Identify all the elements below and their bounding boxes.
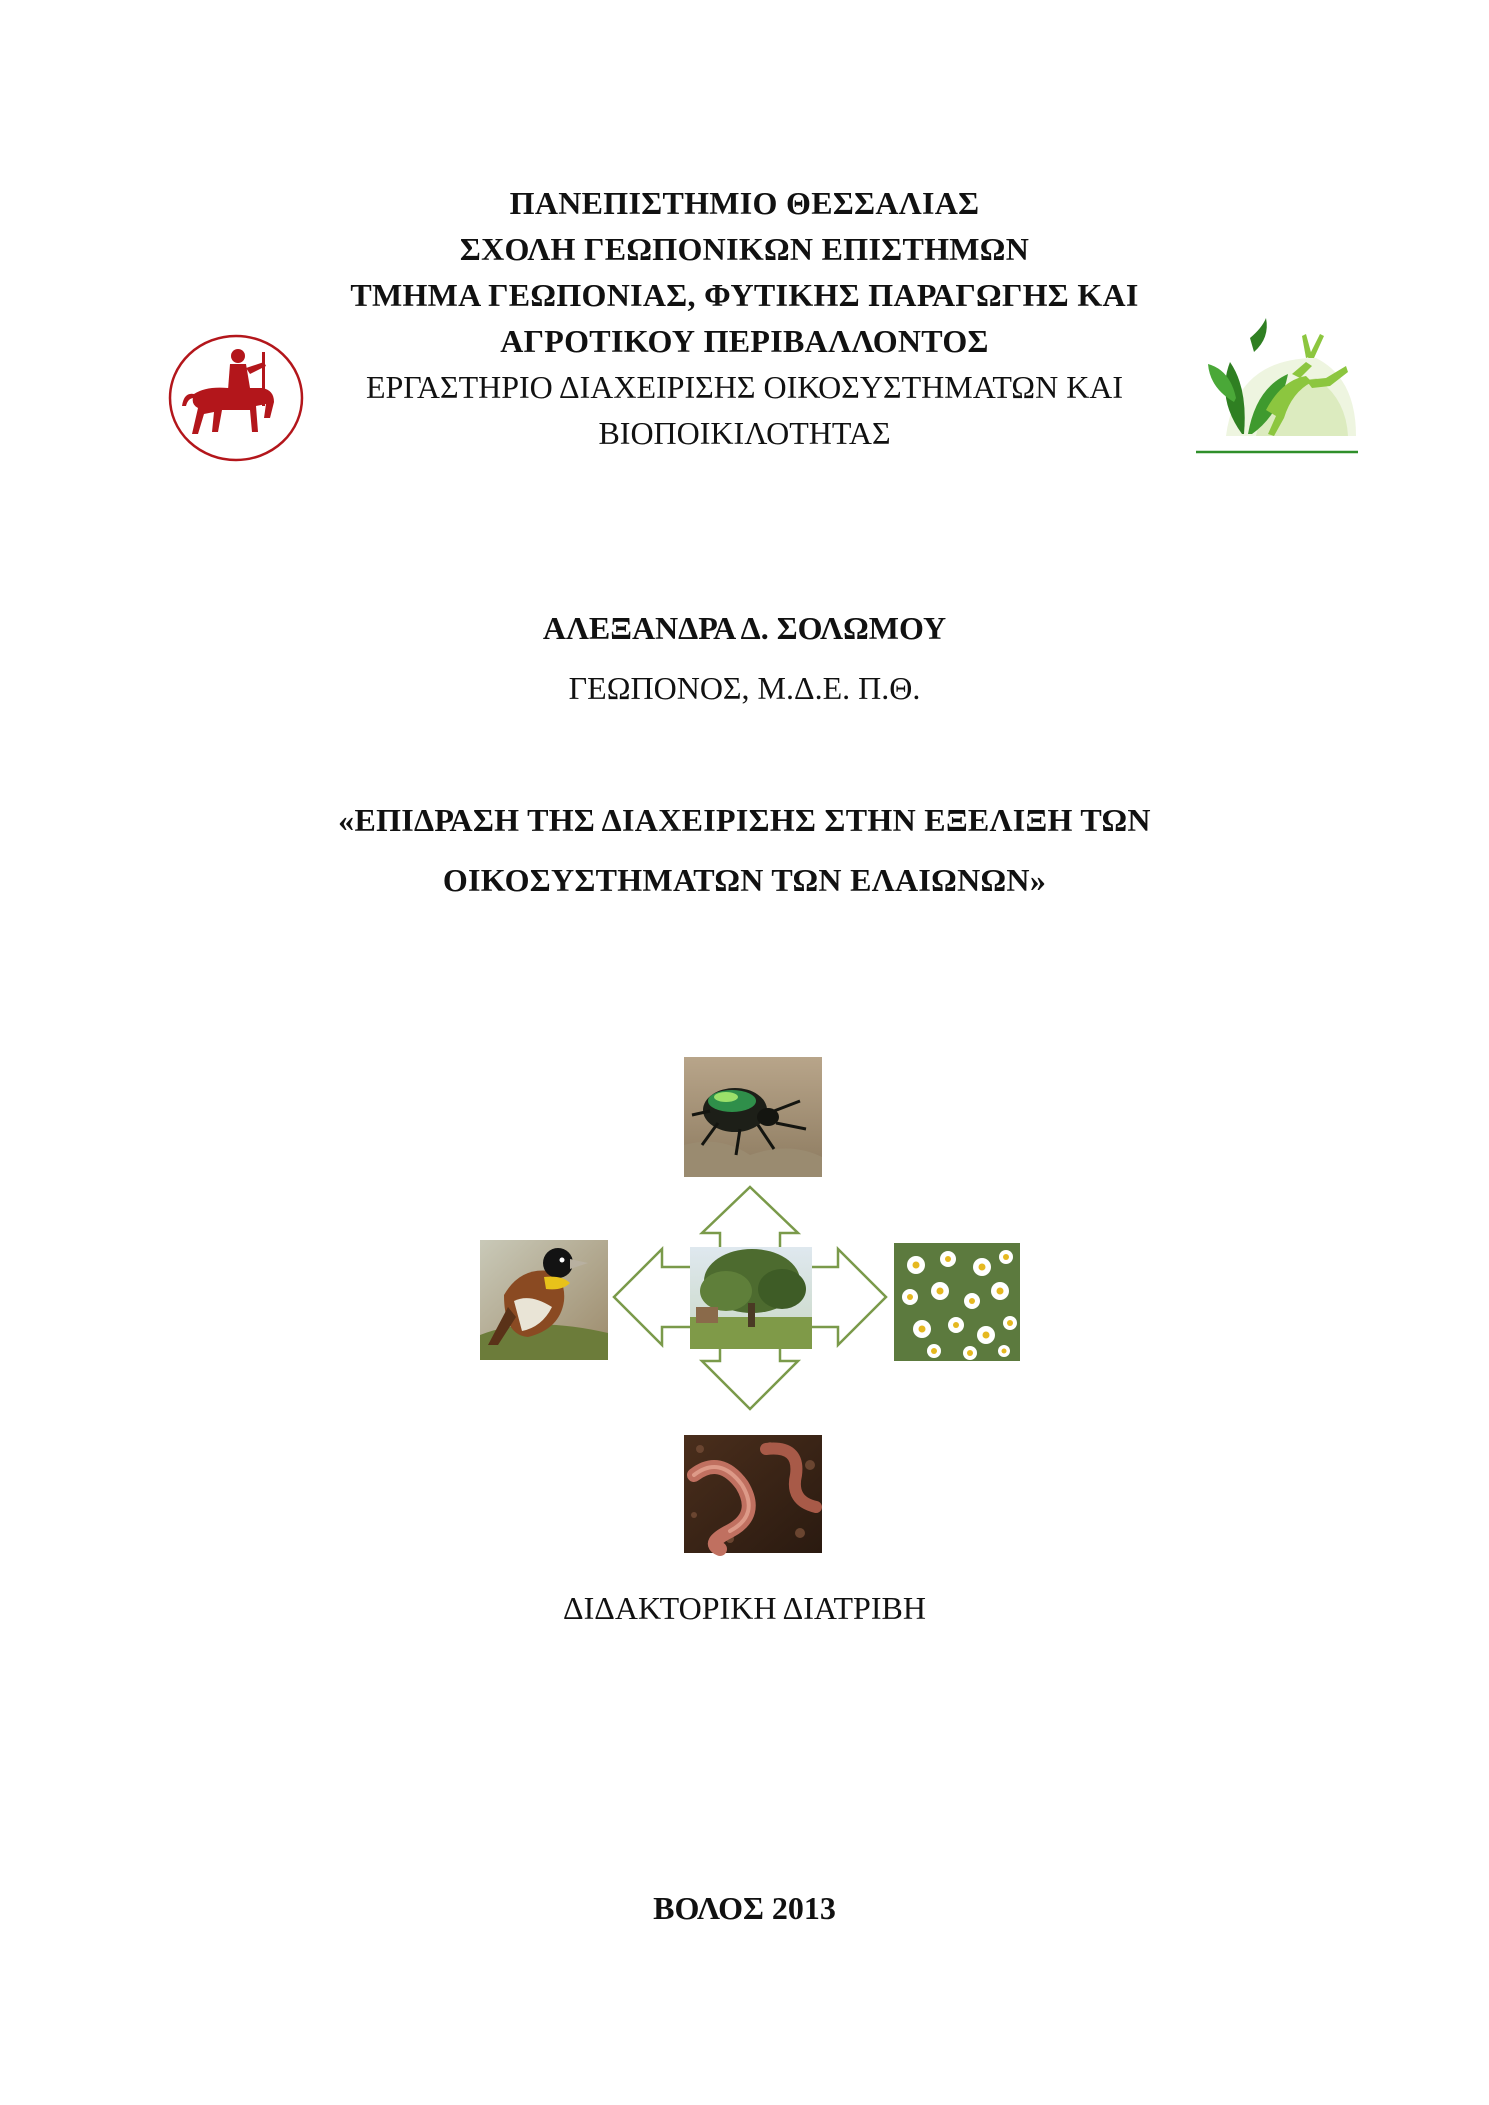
university-name: ΠΑΝΕΠΙΣΤΗΜΙΟ ΘΕΣΣΑΛΙΑΣ [509, 185, 980, 221]
document-type: ΔΙΔΑΚΤΟΡΙΚΗ ΔΙΑΤΡΙΒΗ [563, 1590, 926, 1626]
beetle-image [684, 1057, 822, 1177]
olive-grove-image [690, 1247, 812, 1349]
lab-name-line1: ΕΡΓΑΣΤΗΡΙΟ ΔΙΑΧΕΙΡΙΣΗΣ ΟΙΚΟΣΥΣΤΗΜΑΤΩΝ ΚΑΙ [365, 369, 1124, 405]
author-name: ΑΛΕΞΑΝΔΡΑ Δ. ΣΟΛΩΜΟΥ [542, 610, 947, 646]
place-year: ΒΟΛΟΣ 2013 [653, 1890, 836, 1926]
ecosystem-diagram [470, 1045, 1030, 1557]
school-name: ΣΧΟΛΗ ΓΕΩΠΟΝΙΚΩΝ ΕΠΙΣΤΗΜΩΝ [459, 231, 1030, 267]
author-degree: ΓΕΩΠΟΝΟΣ, Μ.Δ.Ε. Π.Θ. [568, 670, 921, 706]
institution-header [0, 180, 1489, 456]
thesis-title-line2: ΟΙΚΟΣΥΣΤΗΜΑΤΩΝ ΤΩΝ ΕΛΑΙΩΝΩΝ» [442, 862, 1047, 898]
lab-name-line2: ΒΙΟΠΟΙΚΙΛΟΤΗΤΑΣ [598, 415, 891, 451]
thesis-title [0, 790, 1489, 910]
chamomile-flowers-image [894, 1243, 1020, 1361]
department-name-line2: ΑΓΡΟΤΙΚΟΥ ΠΕΡΙΒΑΛΛΟΝΤΟΣ [500, 323, 989, 359]
bird-image [480, 1240, 608, 1360]
thesis-title-line1: «ΕΠΙΔΡΑΣΗ ΤΗΣ ΔΙΑΧΕΙΡΙΣΗΣ ΣΤΗΝ ΕΞΕΛΙΞΗ ΤΩΝ [338, 802, 1151, 838]
earthworm-image [684, 1435, 822, 1553]
department-name-line1: ΤΜΗΜΑ ΓΕΩΠΟΝΙΑΣ, ΦΥΤΙΚΗΣ ΠΑΡΑΓΩΓΗΣ ΚΑΙ [350, 277, 1139, 313]
